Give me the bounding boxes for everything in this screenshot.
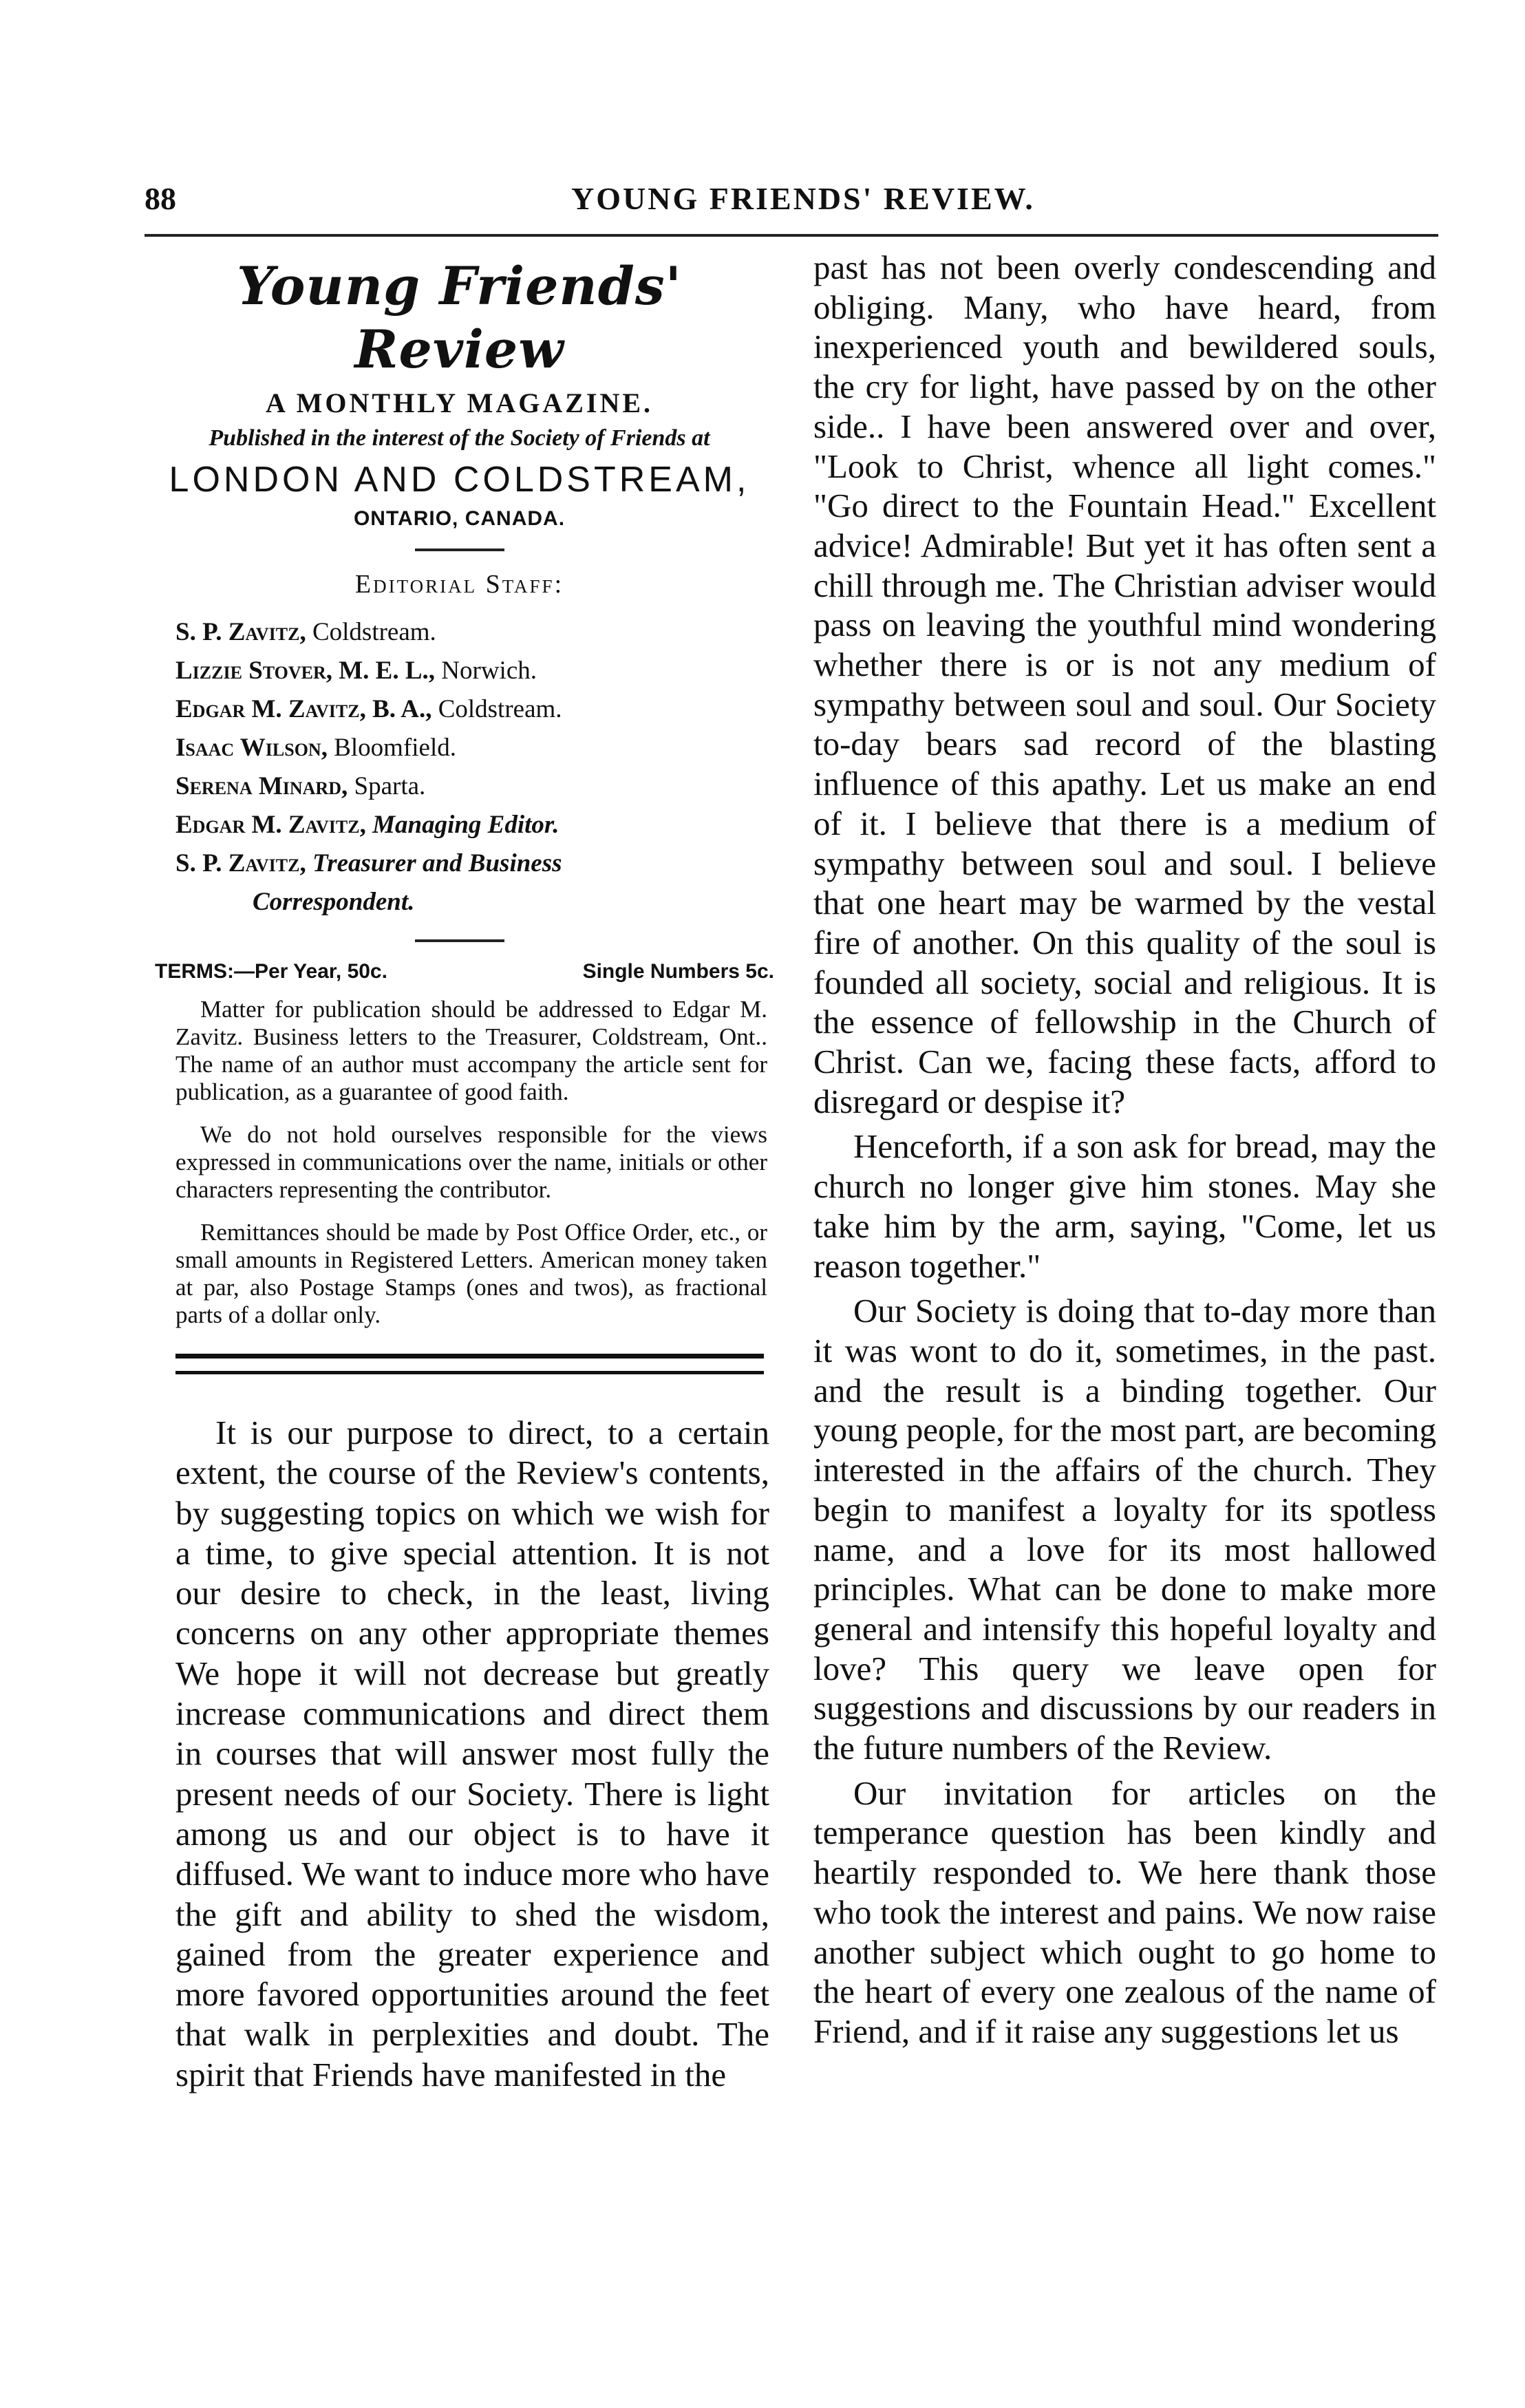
staff-role: Managing Editor. [372,811,559,839]
staff-name: Isaac Wilson, [175,734,328,762]
notice-responsibility: We do not hold ourselves responsible for the views expressed in communications over the name, initials or other characters representing the contributor. [175,1121,767,1203]
staff-name: Lizzie Stover, M. E. L., [175,657,436,685]
staff-detail: Coldstream. [312,618,436,646]
masthead-location: LONDON AND COLDSTREAM, [169,460,750,500]
double-rule-divider [175,1354,764,1374]
staff-role-continuation: Correspondent. [253,888,415,916]
divider [415,548,504,551]
staff-entry [175,844,785,883]
staff-detail: Coldstream. [438,695,562,723]
masthead-title: Young Friends' Review [237,255,682,380]
staff-entry [175,729,785,767]
staff-detail: Sparta. [354,772,426,800]
staff-name: Edgar M. Zavitz, [175,811,366,839]
staff-role: Treasurer and Business [312,849,562,877]
terms-single-number: Single Numbers 5c. [582,960,774,983]
article-body-left: It is our purpose to direct, to a certain extent, the course of the Review's contents, by suggesting topics on which we wish for a time, to give special attention. It is not our desire to check, in the least, living concerns on any other appropriate themes We hope it will not decrease but greatly increase communications and direct them in courses that will answer most fully the present needs of our Society. There is light among us and our object is to have it diffused. We want to induce more who have the gift and ability to shed the wisdom, gained from the greater experience and more favored opportunities around the feet that walk in perplexities and doubt. The spirit that Friends have manifested in the [175,1414,769,2093]
staff-name: S. P. Zavitz, [175,849,306,877]
header-rule [145,234,1438,237]
right-column [813,248,1436,2057]
staff-entry [175,806,785,844]
staff-name: S. P. Zavitz, [175,618,306,646]
staff-name: Serena Minard, [175,772,348,800]
staff-detail: Bloomfield. [334,734,456,762]
article-paragraph: Henceforth, if a son ask for bread, may the church no longer give him stones. May she take him by the arm, saying, "Come, let us reason together." [813,1127,1436,1285]
terms-per-year: TERMS:—Per Year, 50c. [155,960,387,983]
staff-list [134,613,785,921]
masthead-subtitle: A MONTHLY MAGAZINE. [265,387,654,418]
divider [415,939,504,942]
masthead-published-line: Published in the interest of the Society of Friends at [209,425,710,451]
staff-name: Edgar M. Zavitz, B. A., [175,695,432,723]
left-column [134,255,785,2095]
masthead-province: ONTARIO, CANADA. [353,507,566,530]
staff-heading: Editorial Staff: [354,570,564,599]
staff-entry-continuation [175,883,785,921]
running-head-title: YOUNG FRIENDS' REVIEW. [571,181,1035,216]
terms-line [155,960,774,983]
notice-remittances: Remittances should be made by Post Office Order, etc., or small amounts in Registered Letters. American money taken at par, also Postage Stamps (ones and twos), as fractional parts of a dollar only. [175,1219,767,1328]
staff-entry [175,652,785,690]
staff-entry [175,767,785,806]
staff-detail: Norwich. [441,657,537,685]
article-paragraph: past has not been overly condescending and obliging. Many, who have heard, from inexperienced youth and bewildered souls, the cry for light, have passed by on the other side.. I have been answered over and over, "Look to Christ, whence all light comes." "Go direct to the Fountain Head." Excellent advice! Admirable! But yet it has often sent a chill through me. The Christian adviser would pass on leaving the youthful mind wondering whether there is or is not any medium of sympathy between soul and soul. Our Society to-day bears sad record of the blasting influence of this apathy. Let us make an end of it. I believe that there is a medium of sympathy between soul and soul. I believe that one heart may be warmed by the vestal fire of another. On this quality of the soul is founded all society, social and religious. It is the essence of fellowship in the Church of Christ. Can we, facing these facts, afford to disregard or despise it? [813,248,1436,1120]
article-paragraph: Our Society is doing that to-day more than it was wont to do it, sometimes, in the past. and the result is a binding together. Our young people, for the most part, are becoming interested in the affairs of the church. They begin to manifest a loyalty for its spotless name, and a love for its most hallowed principles. What can be done to make more general and intensify this hopeful loyalty and love? This query we leave open for suggestions and discussions by our readers in the future numbers of the Review. [813,1292,1436,1767]
notice-publication: Matter for publication should be addressed to Edgar M. Zavitz. Business letters to the Treasurer, Coldstream, Ont.. The name of an author must accompany the article sent for publication, as a guarantee of good faith. [175,996,767,1105]
running-head [145,180,1438,228]
staff-entry [175,613,785,652]
staff-entry [175,690,785,729]
article-paragraph: Our invitation for articles on the temperance question has been kindly and heartily responded to. We here thank those who took the interest and pains. We now raise another subject which ought to go home to the heart of every one zealous of the name of Friend, and if it raise any suggestions let us [813,1773,1436,2050]
page-number: 88 [145,181,176,216]
